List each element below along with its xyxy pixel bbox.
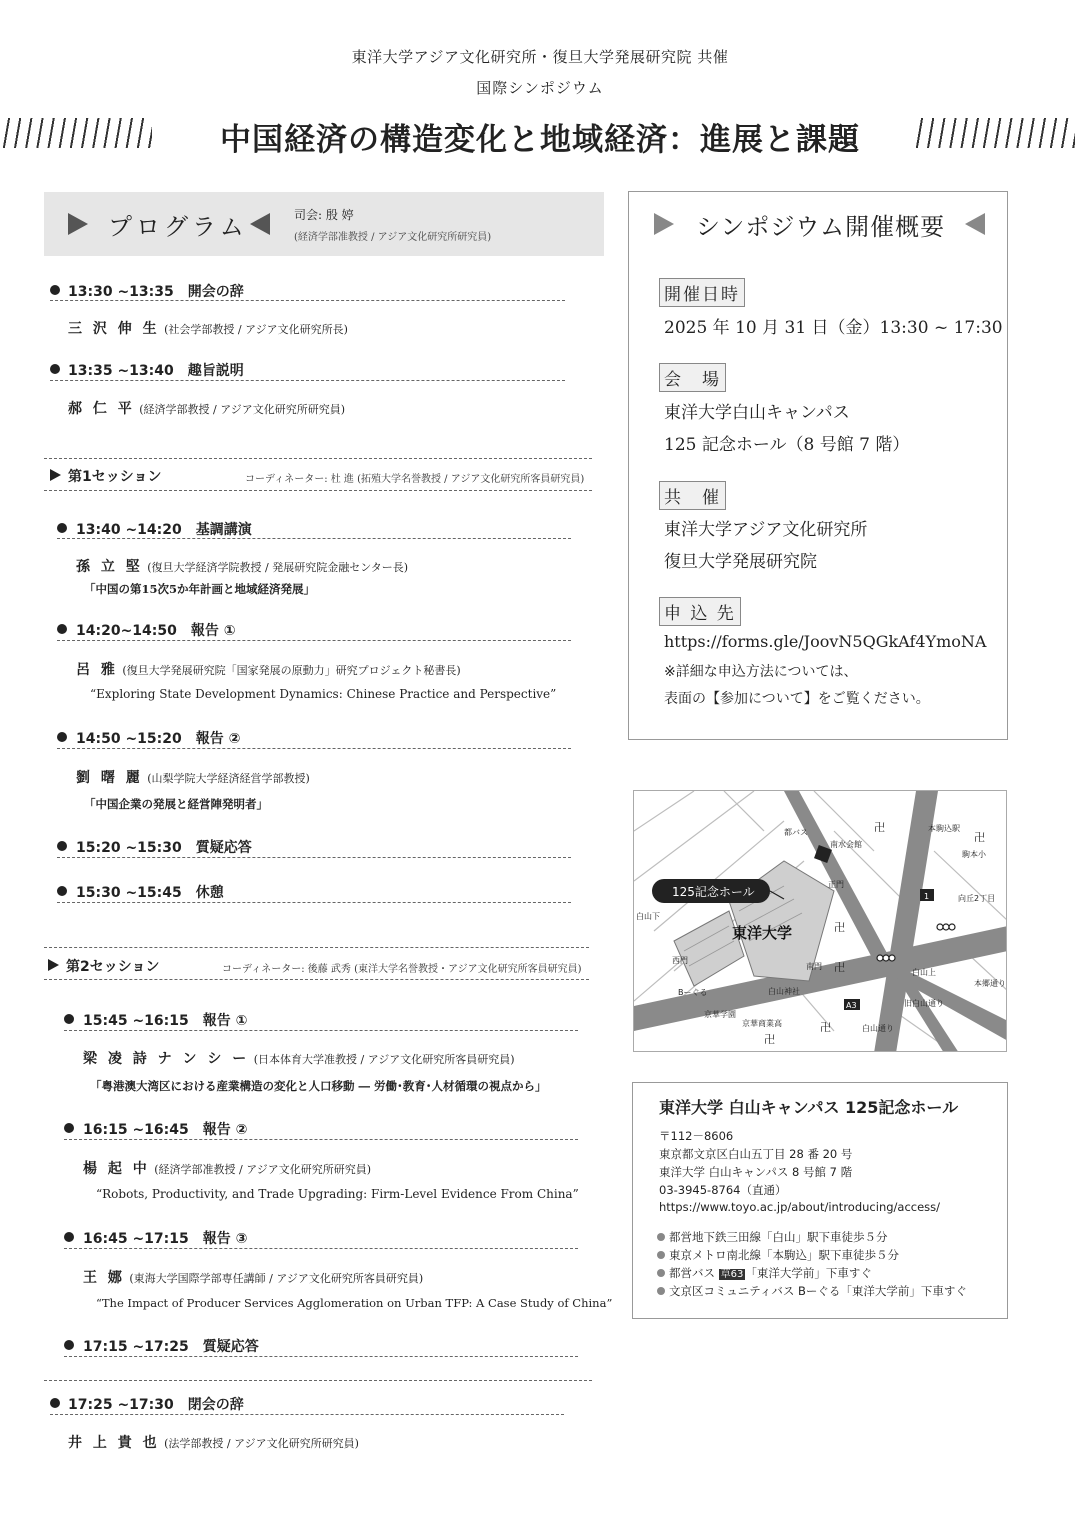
slot-keynote xyxy=(76,519,252,539)
session-arrow-icon xyxy=(48,959,59,971)
map-label-hakusan-ue: 白山上 xyxy=(912,968,936,977)
speaker-s2-report3 xyxy=(83,1267,423,1287)
slot-s2-report1 xyxy=(83,1010,247,1030)
bullet-icon xyxy=(64,1014,74,1024)
speaker-name: 呂 雅 xyxy=(76,662,118,678)
speaker-affiliation: (社会学部教授 / アジア文化研究所長) xyxy=(164,323,348,336)
map-label-shrine: 白山神社 xyxy=(768,987,800,996)
map-label-keika: 京華学園 xyxy=(704,1010,736,1019)
apply-note-1: ※詳細な申込方法については、 xyxy=(664,664,858,680)
speaker-name: 王 娜 xyxy=(83,1270,125,1286)
speaker-affiliation: (東海大学国際学部専任講師 / アジア文化研究所客員研究員) xyxy=(129,1272,424,1285)
divider xyxy=(64,1030,578,1031)
divider xyxy=(50,1414,564,1415)
access-postal: 〒112－8606 xyxy=(659,1129,734,1143)
map-label-nansui: 南水会館 xyxy=(830,840,862,849)
access-url-link[interactable]: https://www.toyo.ac.jp/about/introducing/access/ xyxy=(659,1200,941,1214)
session-arrow-icon xyxy=(50,469,61,481)
triangle-right-icon xyxy=(654,213,674,235)
speaker-affiliation: (復旦大学発展研究院「国家発展の原動力」研究プロジェクト秘書長) xyxy=(122,664,461,677)
session2-coordinator: コーディネーター: 後藤 武秀 (東洋大学名誉教授・アジア文化研究所客員研究員) xyxy=(222,964,582,975)
bullet-icon xyxy=(657,1233,665,1241)
bullet-icon xyxy=(57,841,67,851)
triangle-left-icon xyxy=(250,213,270,235)
map-label-south-gate: 南門 xyxy=(806,962,822,971)
bullet-icon xyxy=(64,1232,74,1242)
speaker-affiliation: (日本体育大学准教授 / アジア文化研究所客員研究員) xyxy=(253,1053,515,1066)
slot-label: 報告 ① xyxy=(190,623,236,639)
talk-title: “Exploring State Development Dynamics: Chinese Practice and Perspective” xyxy=(90,687,557,701)
divider xyxy=(44,979,589,980)
speaker-purpose xyxy=(68,398,345,418)
slot-time: 17:15 ~17:25 xyxy=(83,1339,189,1355)
bullet-icon xyxy=(657,1269,665,1277)
slot-label: 基調講演 xyxy=(195,522,252,538)
decorative-hatch-right xyxy=(915,118,1075,148)
symposium-kind: 国際シンポジウム xyxy=(476,79,604,97)
talk-title: 「粤港澳大湾区における産業構造の変化と人口移動 ― 労働･教育･人材循環の視点から」 xyxy=(90,1079,547,1093)
speaker-affiliation: (経済学部教授 / アジア文化研究所研究員) xyxy=(139,403,346,416)
slot-purpose xyxy=(68,360,244,380)
temple-icon: 卍 xyxy=(974,831,985,844)
divider xyxy=(57,538,571,539)
speaker-name: 井 上 貴 也 xyxy=(68,1435,160,1451)
overview-title: シンポジウム開催概要 xyxy=(696,213,946,241)
speaker-affiliation: (山梨学院大学経済経営学部教授) xyxy=(147,772,310,785)
talk-title: 「中国の第15次5か年計画と地域経済発展」 xyxy=(84,582,316,596)
bullet-icon xyxy=(57,732,67,742)
station-exit-1: 1 xyxy=(924,892,930,901)
bus-stop: 「東洋大学前」下車すぐ xyxy=(745,1266,872,1280)
speaker-affiliation: (復旦大学経済学院教授 / 発展研究院金融センター長) xyxy=(147,561,409,574)
date-tag: 開催日時 xyxy=(659,278,745,307)
page-title: 中国経済の構造変化と地域経済：進展と課題 xyxy=(220,122,860,158)
access-address-2: 東洋大学 白山キャンパス 8 号館 7 階 xyxy=(659,1165,853,1179)
divider xyxy=(57,902,571,903)
slot-report1 xyxy=(76,620,236,640)
slot-time: 13:35 ~13:40 xyxy=(68,363,174,379)
speaker-report2 xyxy=(76,767,310,787)
divider xyxy=(50,300,565,301)
mc-name: 司会: 殷 婷 xyxy=(294,208,354,222)
map-label-honkomagome: 本駒込駅 xyxy=(928,824,960,833)
map-graphic xyxy=(634,791,1007,1052)
venue-line-2: 125 記念ホール（8 号館 7 階） xyxy=(664,435,910,455)
speaker-name: 劉 曙 麗 xyxy=(76,770,143,786)
decorative-hatch-left xyxy=(2,118,152,148)
bullet-icon xyxy=(50,1398,60,1408)
temple-icon: 卍 xyxy=(834,921,845,934)
session1-label: 第1セッション xyxy=(68,469,162,485)
speaker-opening xyxy=(68,318,348,338)
divider xyxy=(44,490,592,491)
talk-title: “The Impact of Producer Services Agglomeration on Urban TFP: A Case Study of China” xyxy=(96,1296,613,1310)
slot-label: 休憩 xyxy=(195,885,224,901)
temple-icon: 卍 xyxy=(820,1021,831,1034)
access-phone: 03-3945-8764（直通） xyxy=(659,1183,787,1197)
map-label-bus: 都バス xyxy=(784,828,808,837)
route-community-bus: 文京区コミュニティバス Bーぐる「東洋大学前」下車すぐ xyxy=(669,1284,967,1298)
map-label-hakusan-dori: 白山通り xyxy=(862,1024,894,1033)
bullet-icon xyxy=(657,1251,665,1259)
mc-affiliation: (経済学部准教授 / アジア文化研究所研究員) xyxy=(294,232,492,243)
host-line-1: 東洋大学アジア文化研究所 xyxy=(664,520,868,540)
divider xyxy=(44,1380,592,1381)
speaker-affiliation: (法学部教授 / アジア文化研究所研究員) xyxy=(164,1437,359,1450)
map-label-main-gate: 正門 xyxy=(828,880,844,889)
apply-url-link[interactable]: https://forms.gle/JoovN5QGkAf4YmoNA xyxy=(664,632,987,651)
speaker-name: 孫 立 堅 xyxy=(76,559,143,575)
temple-icon: 卍 xyxy=(874,821,885,834)
map-university-label: 東洋大学 xyxy=(732,924,793,942)
route-toei-bus xyxy=(669,1265,872,1281)
slot-label: 報告 ① xyxy=(202,1013,248,1029)
map-label-komamoto: 駒本小 xyxy=(962,850,986,859)
divider xyxy=(44,458,592,459)
speaker-name: 梁 凌 詩 ナ ン シ ー xyxy=(83,1051,250,1067)
divider xyxy=(64,1248,578,1249)
slot-closing xyxy=(68,1394,244,1414)
slot-time: 15:30 ~15:45 xyxy=(76,885,182,901)
talk-title: “Robots, Productivity, and Trade Upgrading: Firm-Level Evidence From China” xyxy=(96,1187,579,1201)
speaker-name: 三 沢 伸 生 xyxy=(68,321,160,337)
slot-report2 xyxy=(76,728,240,748)
map-label-west-gate: 西門 xyxy=(672,956,688,965)
slot-time: 16:15 ~16:45 xyxy=(83,1122,189,1138)
bullet-icon xyxy=(57,624,67,634)
slot-label: 質疑応答 xyxy=(202,1339,259,1355)
session2-label: 第2セッション xyxy=(66,959,160,975)
overview-box xyxy=(628,191,1008,740)
slot-label: 質疑応答 xyxy=(195,840,252,856)
slot-time: 17:25 ~17:30 xyxy=(68,1397,174,1413)
divider xyxy=(44,947,589,948)
speaker-name: 楊 起 中 xyxy=(83,1161,150,1177)
bullet-icon xyxy=(50,364,60,374)
map-label-hakusan-shita: 白山下 xyxy=(636,912,660,921)
divider xyxy=(57,640,571,641)
bus-prefix: 都営バス xyxy=(669,1266,715,1280)
venue-line-1: 東洋大学白山キャンパス xyxy=(664,403,850,423)
slot-label: 趣旨説明 xyxy=(187,363,244,379)
event-date: 2025 年 10 月 31 日（金）13:30 ~ 17:30 xyxy=(664,318,1003,338)
bullet-icon xyxy=(64,1340,74,1350)
divider xyxy=(57,857,571,858)
bullet-icon xyxy=(57,886,67,896)
speaker-closing xyxy=(68,1432,359,1452)
slot-qa1 xyxy=(76,837,252,857)
host-tag: 共 催 xyxy=(659,481,726,510)
program-title: プログラム xyxy=(108,213,248,241)
station-exit-a3: A3 xyxy=(846,1001,857,1010)
slot-time: 14:50 ~15:20 xyxy=(76,731,182,747)
temple-icon: 卍 xyxy=(764,1033,775,1046)
venue-tag: 会 場 xyxy=(659,363,726,392)
slot-s2-report2 xyxy=(83,1119,247,1139)
slot-time: 16:45 ~17:15 xyxy=(83,1231,189,1247)
slot-time: 15:20 ~15:30 xyxy=(76,840,182,856)
slot-time: 15:45 ~16:15 xyxy=(83,1013,189,1029)
slot-time: 13:40 ~14:20 xyxy=(76,522,182,538)
access-address-1: 東京都文京区白山五丁目 28 番 20 号 xyxy=(659,1147,853,1161)
host-line-2: 復旦大学発展研究院 xyxy=(664,552,817,572)
map-hall-label: 125記念ホール xyxy=(672,885,755,899)
slot-time: 13:30 ~13:35 xyxy=(68,284,174,300)
divider xyxy=(50,380,565,381)
map-label-hongo-dori: 本郷通り xyxy=(974,979,1006,988)
session1-coordinator: コーディネーター: 杜 進 (拓殖大学名誉教授 / アジア文化研究所客員研究員) xyxy=(245,474,585,485)
divider xyxy=(64,1139,578,1140)
bullet-icon xyxy=(57,523,67,533)
slot-time: 14:20~14:50 xyxy=(76,623,177,639)
talk-title: 「中国企業の発展と経営陣発明者」 xyxy=(84,797,268,811)
bullet-icon xyxy=(64,1123,74,1133)
speaker-keynote xyxy=(76,556,408,576)
slot-label: 報告 ② xyxy=(195,731,241,747)
bullet-icon xyxy=(657,1287,665,1295)
slot-label: 報告 ③ xyxy=(202,1231,248,1247)
access-title: 東洋大学 白山キャンパス 125記念ホール xyxy=(659,1098,959,1117)
divider xyxy=(57,748,571,749)
map-label-kyu-hakusan: 旧白山通り xyxy=(904,999,944,1008)
route-mita-line: 都営地下鉄三田線「白山」駅下車徒歩５分 xyxy=(669,1230,888,1244)
campus-map xyxy=(633,790,1007,1052)
organizers: 東洋大学アジア文化研究所・復旦大学発展研究院 共催 xyxy=(351,48,729,66)
speaker-s2-report1 xyxy=(83,1048,515,1068)
bullet-icon xyxy=(50,285,60,295)
slot-label: 報告 ② xyxy=(202,1122,248,1138)
speaker-name: 郝 仁 平 xyxy=(68,401,135,417)
slot-label: 閉会の辞 xyxy=(187,1397,244,1413)
route-namboku-line: 東京メトロ南北線「本駒込」駅下車徒歩５分 xyxy=(669,1248,899,1262)
map-label-b-gurl: Bーぐる xyxy=(678,988,708,997)
apply-tag: 申 込 先 xyxy=(659,597,741,626)
temple-icon: 卍 xyxy=(834,961,845,974)
triangle-right-icon xyxy=(68,213,88,235)
divider xyxy=(64,1356,578,1357)
speaker-affiliation: (経済学部准教授 / アジア文化研究所研究員) xyxy=(154,1163,372,1176)
speaker-report1 xyxy=(76,659,461,679)
slot-label: 開会の辞 xyxy=(187,284,244,300)
map-label-mukougaoka: 向丘2丁目 xyxy=(958,894,996,903)
slot-opening xyxy=(68,281,244,301)
apply-note-2: 表面の【参加について】をご覧ください。 xyxy=(664,691,930,707)
slot-s2-report3 xyxy=(83,1228,247,1248)
slot-qa2 xyxy=(83,1336,259,1356)
triangle-left-icon xyxy=(965,213,985,235)
slot-break xyxy=(76,882,224,902)
map-label-keika-commercial: 京華商業高 xyxy=(742,1019,782,1028)
speaker-s2-report2 xyxy=(83,1158,371,1178)
bus-route-badge: 草63 xyxy=(720,1269,744,1280)
